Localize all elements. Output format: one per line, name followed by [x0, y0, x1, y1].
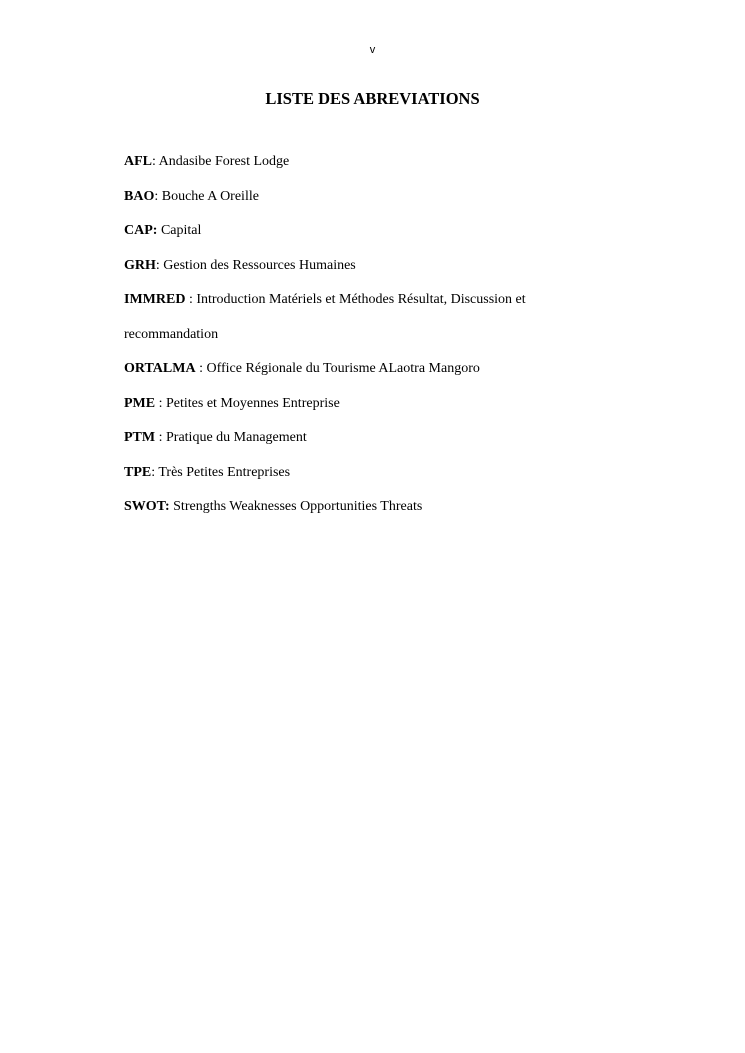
abbreviation-item-immred [124, 283, 624, 318]
abbreviation-item-cap [124, 214, 624, 249]
page-title: LISTE DES ABREVIATIONS [265, 89, 480, 108]
abbreviation-term: GRH [124, 257, 156, 273]
abbreviation-definition: : Gestion des Ressources Humaines [155, 257, 356, 273]
abbreviation-item-immred-continued [124, 318, 624, 353]
abbreviation-term: AFL [124, 154, 152, 169]
abbreviation-definition: Strengths Weaknesses Opportunities Threats [169, 499, 423, 514]
abbreviation-definition: Capital [157, 223, 202, 238]
abbreviation-item-pme [124, 387, 624, 422]
abbreviation-item-ortalma [124, 352, 624, 387]
abbreviation-item-swot [124, 490, 624, 525]
abbreviation-term: IMMRED [124, 292, 186, 307]
abbreviation-definition: : Très Petites Entreprises [151, 464, 291, 480]
abbreviation-definition: : Office Régionale du Tourisme ALaotra Mangoro [195, 361, 480, 376]
abbreviation-definition: : Petites et Moyennes Entreprise [155, 395, 340, 411]
page-number: v [369, 44, 376, 56]
abbreviation-term: PME [124, 395, 156, 411]
abbreviation-term: PTM [124, 430, 156, 445]
abbreviation-definition: recommandation [124, 326, 219, 342]
abbreviation-term: SWOT: [124, 499, 170, 514]
abbreviation-list [124, 145, 624, 525]
abbreviation-item-tpe [124, 456, 624, 491]
abbreviation-term: TPE [124, 464, 152, 480]
abbreviation-item-afl [124, 145, 624, 180]
abbreviation-term: ORTALMA [124, 361, 196, 376]
abbreviation-definition: : Pratique du Management [155, 430, 307, 445]
abbreviation-item-ptm [124, 421, 624, 456]
abbreviation-item-grh [124, 249, 624, 284]
abbreviation-definition: : Andasibe Forest Lodge [152, 154, 290, 169]
abbreviation-definition: : Bouche A Oreille [154, 188, 259, 204]
abbreviation-term: BAO [124, 188, 155, 204]
abbreviation-item-bao [124, 180, 624, 215]
abbreviation-definition: : Introduction Matériels et Méthodes Résultat, Discussion et [185, 292, 526, 307]
abbreviation-term: CAP: [124, 223, 158, 238]
